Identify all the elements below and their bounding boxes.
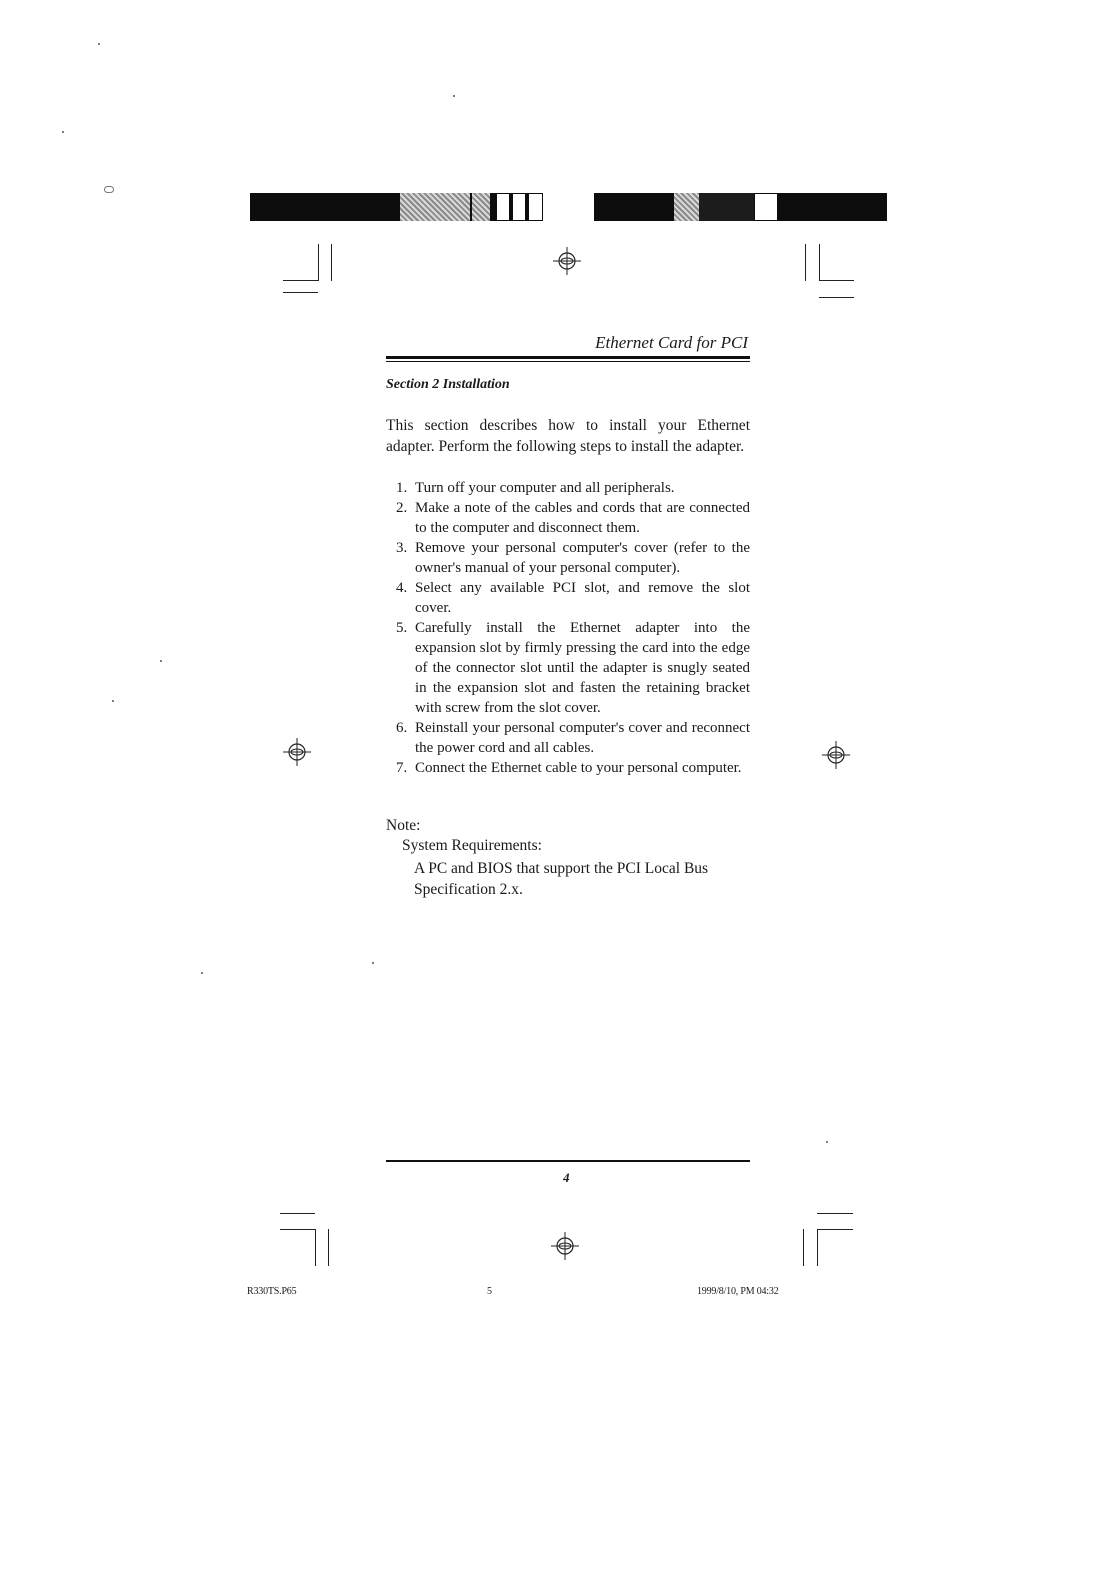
step-text: Remove your personal computer's cover (refer to the owner's manual of your personal computer).: [415, 540, 750, 576]
crop-mark: [280, 1229, 315, 1230]
header-rule-thin: [386, 361, 750, 362]
step-number: 6.: [396, 720, 408, 736]
crop-mark: [331, 244, 332, 281]
crop-mark: [283, 292, 318, 293]
list-item: [396, 758, 750, 778]
crop-mark: [328, 1229, 329, 1266]
crop-mark: [817, 1229, 818, 1266]
list-item: [396, 578, 750, 618]
crop-mark: [805, 244, 806, 281]
intro-paragraph: This section describes how to install your Ethernet adapter. Perform the following steps to install the adapter.: [386, 417, 750, 455]
list-item: [396, 538, 750, 578]
printer-bar-white-block: [496, 193, 510, 221]
printer-bar-dither: [400, 193, 470, 221]
registration-mark-icon: [821, 740, 851, 770]
step-text: Turn off your computer and all peripherals.: [415, 480, 675, 496]
step-text: Connect the Ethernet cable to your personal computer.: [415, 760, 742, 776]
step-number: 1.: [396, 480, 408, 496]
registration-mark-icon: [282, 737, 312, 767]
step-number: 4.: [396, 580, 408, 596]
note-body: A PC and BIOS that support the PCI Local Bus Specification 2.x.: [414, 860, 709, 898]
footer-rule: [386, 1160, 750, 1162]
crop-mark: [803, 1229, 804, 1266]
crop-mark: [318, 244, 319, 281]
page-number: 4: [563, 1170, 570, 1185]
note-subheading: System Requirements:: [402, 837, 542, 854]
crop-mark: [817, 1213, 853, 1214]
scan-speck: [112, 700, 114, 702]
scan-speck: [62, 131, 64, 133]
step-number: 5.: [396, 620, 408, 636]
printer-bar-right: [594, 193, 887, 221]
crop-mark: [315, 1229, 316, 1266]
list-item: [396, 498, 750, 538]
registration-mark-icon: [552, 246, 582, 276]
scan-speck: [826, 1141, 828, 1143]
list-item: [396, 478, 750, 498]
installation-steps-list: [396, 478, 750, 778]
crop-mark: [819, 280, 854, 281]
slug-timestamp: 1999/8/10, PM 04:32: [697, 1286, 779, 1297]
printer-bar-dither: [472, 193, 490, 221]
scan-speck: [98, 43, 100, 45]
header-rule: [386, 356, 750, 359]
scan-speck: [453, 95, 455, 97]
step-text: Reinstall your personal computer's cover and reconnect the power cord and all cables.: [415, 720, 750, 756]
scan-speck: [104, 186, 114, 193]
crop-mark: [283, 280, 318, 281]
printer-bar-dither: [674, 193, 699, 221]
running-header-title: Ethernet Card for PCI: [595, 333, 748, 352]
printer-bar-dark-block: [699, 193, 754, 221]
printer-bar-white-block: [528, 193, 543, 221]
printer-bar-white-block: [512, 193, 526, 221]
crop-mark: [817, 1229, 853, 1230]
list-item: [396, 618, 750, 718]
crop-mark: [280, 1213, 315, 1214]
step-text: Make a note of the cables and cords that are connected to the computer and disconnect them.: [415, 500, 750, 536]
registration-mark-icon: [550, 1231, 580, 1261]
crop-mark: [819, 297, 854, 298]
step-text: Select any available PCI slot, and remove the slot cover.: [415, 580, 750, 616]
scan-speck: [160, 660, 162, 662]
printer-bar-white-block: [754, 193, 778, 221]
scan-speck: [201, 972, 203, 974]
crop-mark: [819, 244, 820, 281]
scan-speck: [372, 962, 374, 964]
step-number: 2.: [396, 500, 408, 516]
slug-filename: R330TS.P65: [247, 1286, 297, 1297]
step-number: 3.: [396, 540, 408, 556]
slug-sheet-number: 5: [487, 1286, 492, 1297]
printer-bar-left: [250, 193, 543, 221]
step-text: Carefully install the Ethernet adapter into the expansion slot by firmly pressing the card into the edge of the connector slot until the adapter is snugly seated in the expansion slot and fasten the retaining bracket with screw from the slot cover.: [415, 620, 750, 716]
list-item: [396, 718, 750, 758]
note-label: Note:: [386, 817, 421, 834]
section-heading: Section 2 Installation: [386, 377, 510, 392]
step-number: 7.: [396, 760, 408, 776]
